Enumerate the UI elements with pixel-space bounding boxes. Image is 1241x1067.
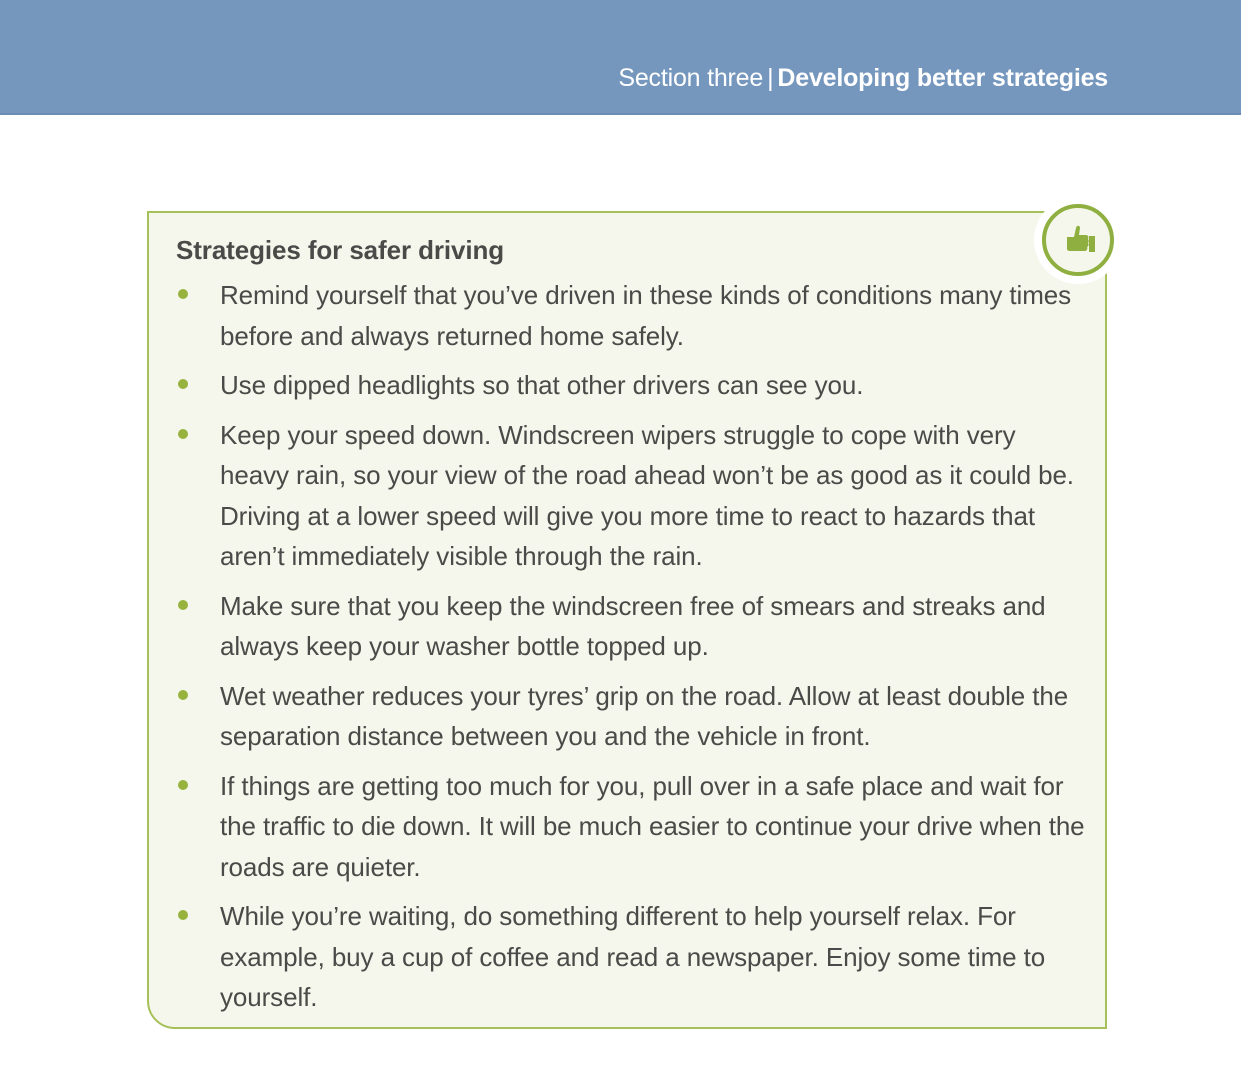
bullet-icon	[178, 429, 188, 439]
list-item-text: Remind yourself that you’ve driven in these kinds of conditions many times before and always returned home safely.	[220, 280, 1072, 351]
bullet-icon	[178, 910, 188, 920]
list-item-text: While you’re waiting, do something different to help yourself relax. For example, buy a cup of coffee and read a newspaper. Enjoy some time to yourself.	[220, 901, 1046, 1012]
list-item	[149, 365, 1105, 406]
section-title: Developing better strategies	[777, 64, 1108, 92]
list-item	[149, 896, 1105, 1018]
list-item-text: Make sure that you keep the windscreen free of smears and streaks and always keep your washer bottle topped up.	[220, 590, 1046, 661]
bullet-icon	[178, 600, 188, 610]
box-title: Strategies for safer driving	[176, 235, 505, 265]
section-label: Section three	[618, 64, 764, 92]
list-item-text: If things are getting too much for you, pull over in a safe place and wait for the traffic to die down. It will be much easier to continue your drive when the roads are quieter.	[220, 770, 1085, 882]
list-item	[149, 766, 1105, 888]
strategies-list	[149, 275, 1105, 1027]
strategies-box	[147, 211, 1107, 1029]
list-item	[149, 676, 1105, 757]
list-item-text: Keep your speed down. Windscreen wipers struggle to cope with very heavy rain, so your view of the road ahead won’t be as good as it could be. Driving at a lower speed will give you more time to react to hazards that aren’t immediately visible through the rain.	[220, 419, 1074, 571]
bullet-icon	[178, 780, 188, 790]
bullet-icon	[178, 379, 188, 389]
bullet-icon	[178, 690, 188, 700]
list-item	[149, 275, 1105, 356]
thumbs-up-icon	[1042, 204, 1114, 276]
list-item	[149, 586, 1105, 667]
list-item-text: Wet weather reduces your tyres’ grip on the road. Allow at least double the separation distance between you and the vehicle in front.	[220, 680, 1069, 751]
list-item	[149, 415, 1105, 577]
section-separator: |	[767, 64, 774, 92]
thumbs-up-glyph	[1058, 220, 1098, 260]
section-header-band	[0, 0, 1241, 115]
bullet-icon	[178, 289, 188, 299]
section-heading	[618, 64, 1108, 93]
list-item-text: Use dipped headlights so that other drivers can see you.	[220, 370, 864, 400]
